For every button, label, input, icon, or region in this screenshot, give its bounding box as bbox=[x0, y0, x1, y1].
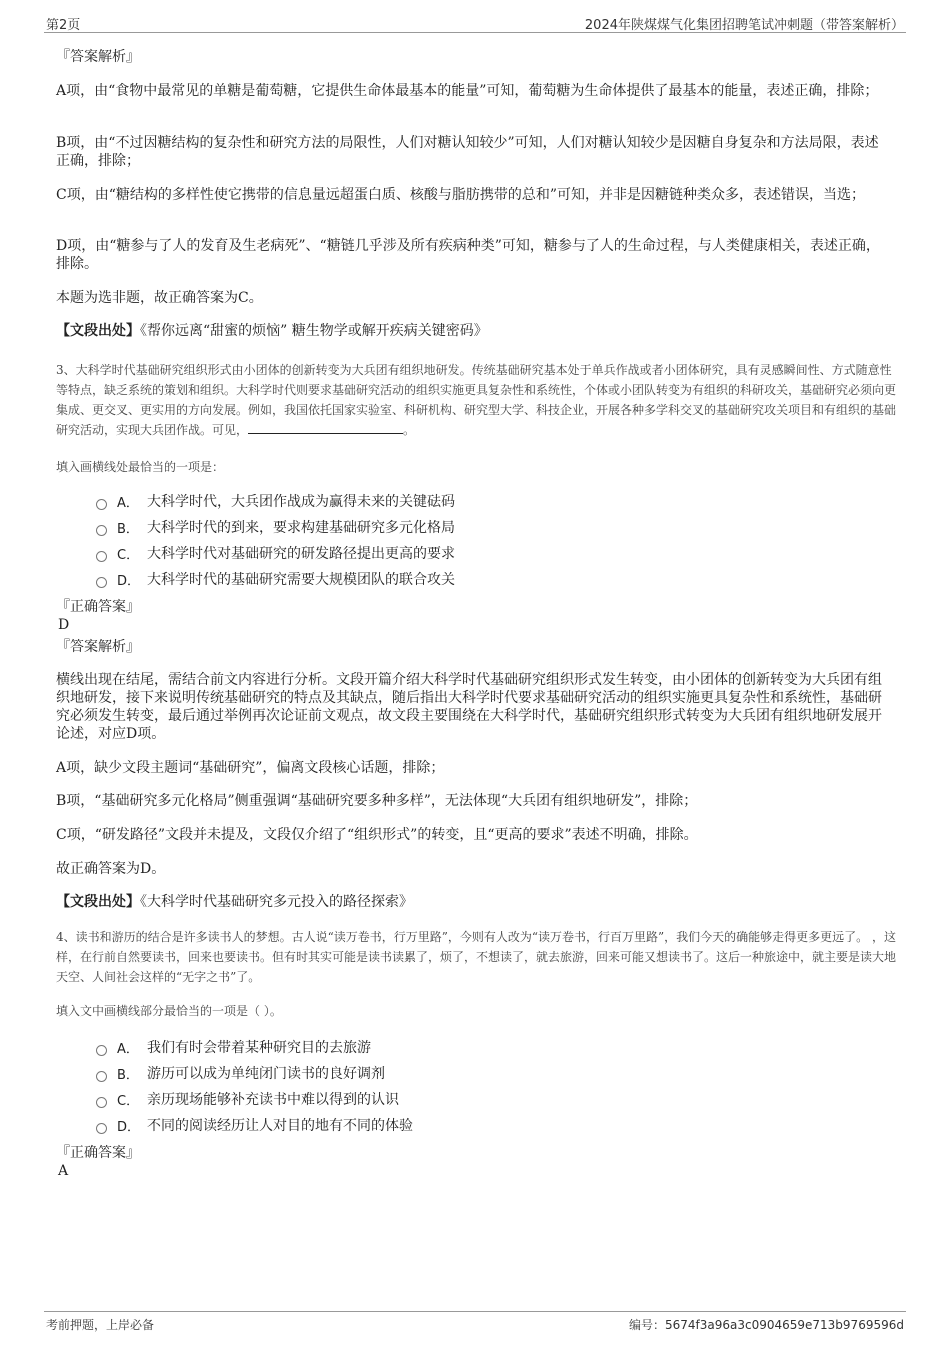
source-title: 《大科学时代基础研究多元投入的路径探索》 bbox=[140, 894, 413, 910]
question-text: 3、大科学时代基础研究组织形式由小团体的创新转变为大兵团有组织地研发。传统基础研究基本处于单兵作战或者小团体研究，具有灵感瞬间性、方式随意性等特点，缺乏系统的策划和组织。大科学时代则要求基础研究活动的组织实施更具复杂性和系统性，个体或小团队转变为有组织的科研攻关，基础研究必须向更集成、更交叉、更实用的方向发展。例如，我国依托国家实验室、科研机构、研究型大学、科技企业，开展各种多学科交叉的基础研究攻关项目和有组织的基础研究活动，实现大兵团作战。可见， bbox=[56, 363, 897, 437]
document-title: 2024年陕煤煤气化集团招聘笔试冲刺题（带答案解析） bbox=[584, 18, 904, 33]
source-citation bbox=[56, 893, 886, 911]
option-text: 游历可以成为单纯闭门读书的良好调剂 bbox=[147, 1066, 385, 1082]
correct-answer-label: 『正确答案』 bbox=[56, 1145, 140, 1161]
option-text: 大科学时代对基础研究的研发路径提出更高的要求 bbox=[147, 546, 455, 562]
analysis-paragraph: D项，由“糖参与了人的发育及生老病死”、“糖链几乎涉及所有疾病种类”可知，糖参与了人的生命过程，与人类健康相关，表述正确，排除。 bbox=[56, 238, 880, 272]
source-title: 《帮你远离“甜蜜的烦恼” 糖生物学或解开疾病关键密码》 bbox=[140, 323, 488, 339]
option-letter: D． bbox=[117, 573, 141, 589]
source-citation bbox=[56, 322, 886, 340]
radio-button-icon[interactable] bbox=[96, 1071, 107, 1082]
option-text: 大科学时代的到来，要求构建基础研究多元化格局 bbox=[147, 520, 455, 536]
option-letter: C． bbox=[117, 1093, 140, 1109]
radio-button-icon[interactable] bbox=[96, 499, 107, 510]
analysis-paragraph: B项，“基础研究多元化格局”侧重强调“基础研究要多种多样”，无法体现“大兵团有组织地研发”，排除； bbox=[56, 793, 698, 809]
option-letter: C． bbox=[117, 547, 140, 563]
page-number: 第2页 bbox=[46, 18, 81, 33]
option-letter: D． bbox=[117, 1119, 141, 1135]
radio-button-icon[interactable] bbox=[96, 1045, 107, 1056]
radio-button-icon[interactable] bbox=[96, 551, 107, 562]
option-a[interactable] bbox=[96, 1034, 413, 1060]
analysis-paragraph: 横线出现在结尾，需结合前文内容进行分析。文段开篇介绍大科学时代基础研究组织形式发生转变，由小团体的创新转变为大兵团有组织地研发，接下来说明传统基础研究的特点及其缺点，随后指出大科学时代要求基础研究活动的组织实施更具复杂性和系统性，基础研究必须发生转变，最后通过举例再次论证前文观点，故文段主要围绕在大科学时代，基础研究组织形式转变为大兵团有组织地研发展开论述，对应D项。 bbox=[56, 672, 882, 742]
option-text: 大科学时代，大兵团作战成为赢得未来的关键砝码 bbox=[147, 494, 455, 510]
analysis-paragraph: B项，由“不过因糖结构的复杂性和研究方法的局限性，人们对糖认知较少”可知，人们对糖认知较少是因糖自身复杂和方法局限，表述正确，排除； bbox=[56, 135, 879, 169]
radio-button-icon[interactable] bbox=[96, 525, 107, 536]
page-footer bbox=[44, 1311, 906, 1334]
option-a[interactable] bbox=[96, 488, 455, 514]
radio-button-icon[interactable] bbox=[96, 577, 107, 588]
analysis-conclusion: 本题为选非题，故正确答案为C。 bbox=[56, 290, 263, 306]
analysis-paragraph: C项，“研发路径”文段并未提及，文段仅介绍了“组织形式”的转变，且“更高的要求”表述不明确，排除。 bbox=[56, 827, 698, 843]
question-3-prompt: 填入画横线处最恰当的一项是： bbox=[56, 460, 225, 474]
question-text-end: 。 bbox=[403, 423, 416, 437]
option-letter: B． bbox=[117, 521, 139, 537]
option-letter: B． bbox=[117, 1067, 139, 1083]
question-4-stem: 4、读书和游历的结合是许多读书人的梦想。古人说“读万卷书，行万里路”，今则有人改为“读万卷书，行百万里路”，我们今天的确能够走得更多更远了。 ，这样，在行前自然要读书，回来也要读书。但有时其实可能是读书读累了，烦了，不想读了，就去旅游，回来可能又想读书了。这后一种旅途中，就主要是读大地天空、人间社会这样的“无字之书”了。 bbox=[56, 930, 897, 984]
analysis-conclusion: 故正确答案为D。 bbox=[56, 861, 166, 877]
correct-answer: A bbox=[58, 1163, 69, 1179]
fill-blank bbox=[248, 421, 403, 434]
question-4-prompt: 填入文中画横线部分最恰当的一项是（ ）。 bbox=[56, 1004, 282, 1018]
option-c[interactable] bbox=[96, 1086, 413, 1112]
source-label: 【文段出处】 bbox=[56, 323, 140, 339]
option-d[interactable] bbox=[96, 566, 455, 592]
document-code: 编号：5674f3a96a3c0904659e713b9769596d bbox=[628, 1318, 904, 1332]
radio-button-icon[interactable] bbox=[96, 1123, 107, 1134]
source-label: 【文段出处】 bbox=[56, 894, 140, 910]
correct-answer: D bbox=[58, 617, 70, 633]
analysis-paragraph: A项，缺少文段主题词“基础研究”，偏离文段核心话题，排除； bbox=[56, 760, 445, 776]
footer-slogan: 考前押题，上岸必备 bbox=[46, 1318, 155, 1332]
option-letter: A． bbox=[117, 1041, 139, 1057]
option-d[interactable] bbox=[96, 1112, 413, 1138]
option-text: 大科学时代的基础研究需要大规模团队的联合攻关 bbox=[147, 572, 455, 588]
option-c[interactable] bbox=[96, 540, 455, 566]
analysis-paragraph: A项，由“食物中最常见的单糖是葡萄糖，它提供生命体最基本的能量”可知，葡萄糖为生命体提供了最基本的能量，表述正确，排除； bbox=[56, 83, 879, 99]
analysis-label: 『答案解析』 bbox=[56, 639, 140, 655]
option-text: 亲历现场能够补充读书中难以得到的认识 bbox=[147, 1092, 399, 1108]
question-3-stem bbox=[56, 360, 896, 440]
question-4-options bbox=[56, 1034, 413, 1138]
option-letter: A． bbox=[117, 495, 139, 511]
analysis-paragraph: C项，由“糖结构的多样性使它携带的信息量远超蛋白质、核酸与脂肪携带的总和”可知，并非是因糖链种类众多，表述错误，当选； bbox=[56, 187, 866, 203]
page-header bbox=[44, 14, 906, 33]
correct-answer-label: 『正确答案』 bbox=[56, 599, 140, 615]
option-text: 我们有时会带着某种研究目的去旅游 bbox=[147, 1040, 371, 1056]
option-text: 不同的阅读经历让人对目的地有不同的体验 bbox=[147, 1118, 413, 1134]
analysis-label: 『答案解析』 bbox=[56, 49, 140, 65]
option-b[interactable] bbox=[96, 1060, 413, 1086]
option-b[interactable] bbox=[96, 514, 455, 540]
question-3-options bbox=[56, 488, 455, 592]
radio-button-icon[interactable] bbox=[96, 1097, 107, 1108]
